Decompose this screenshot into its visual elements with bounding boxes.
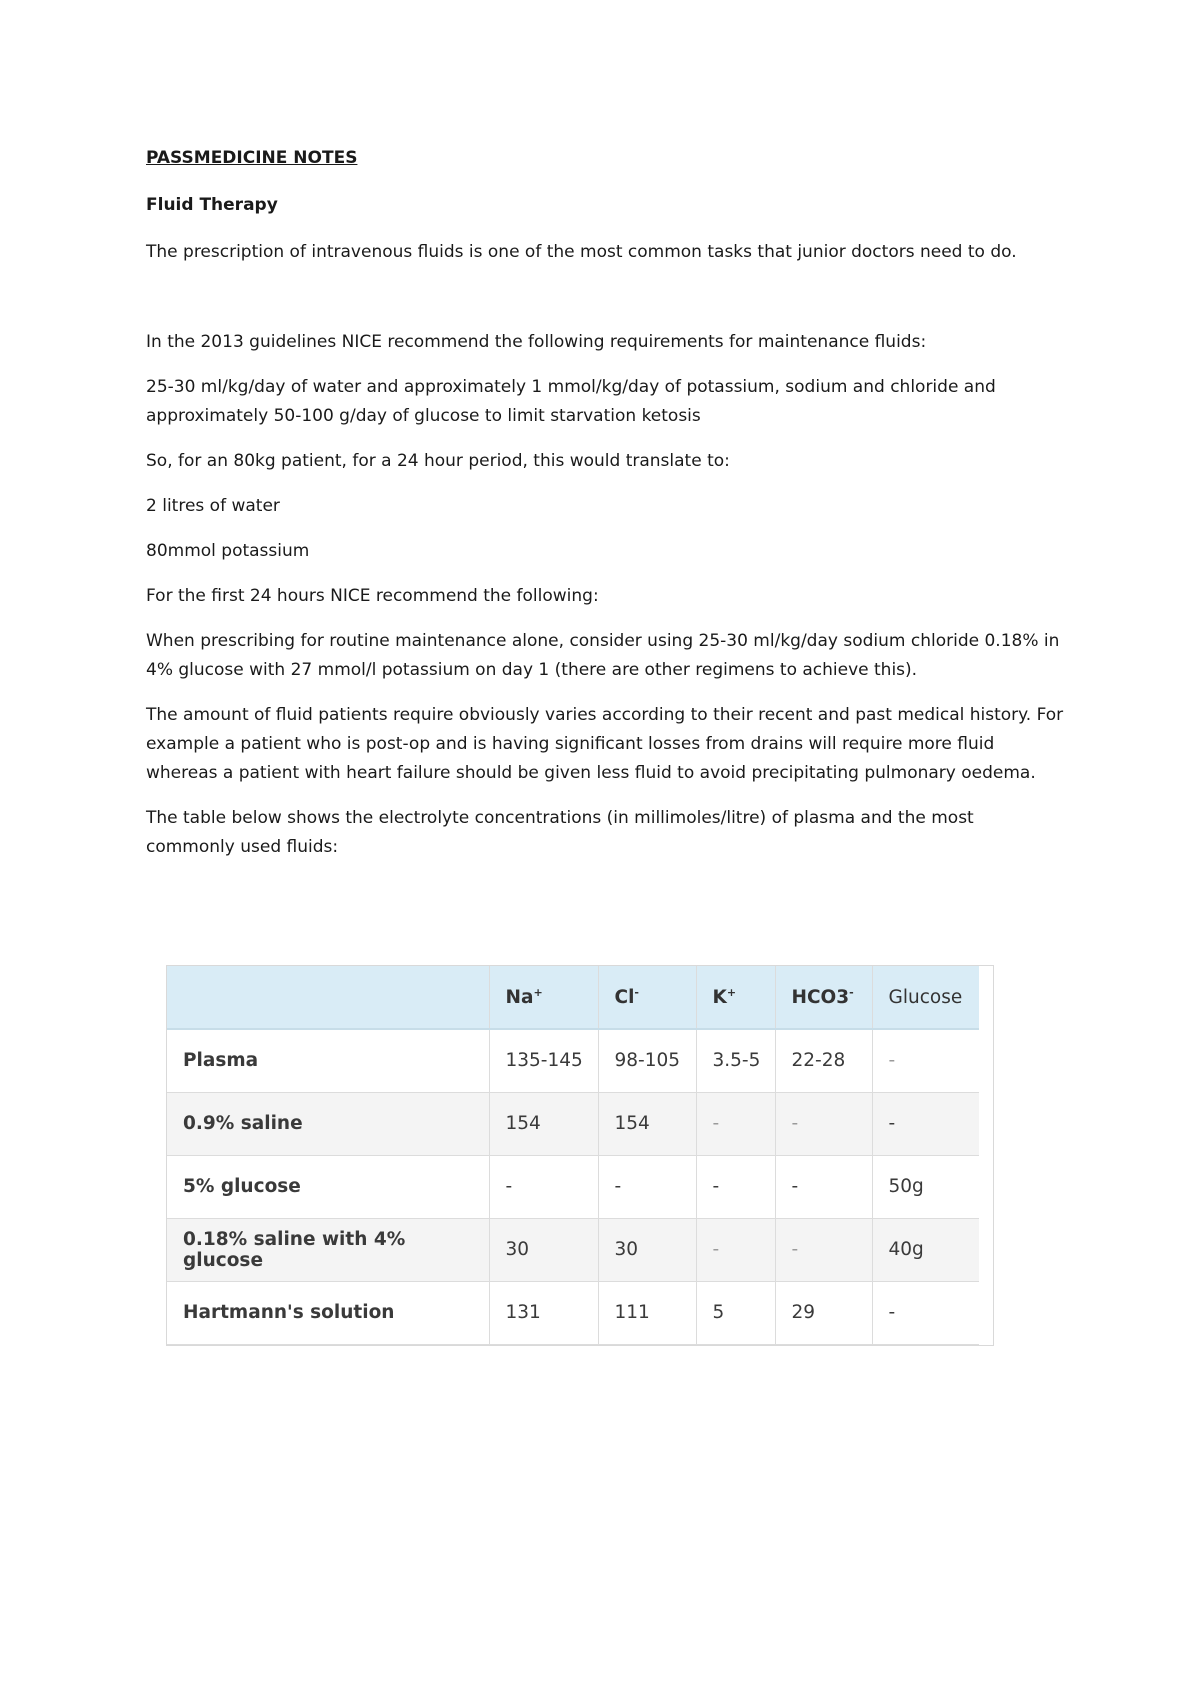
section-heading: Fluid Therapy [146,195,278,215]
electrolyte-table [167,966,979,1345]
cell-hco3: - [775,1218,872,1281]
paragraph: The amount of fluid patients require obviously varies according to their recent and past medical history. For example a patient who is post-op and is having significant losses from drains will require more fluid whereas a patient with heart failure should be given less fluid to avoid precipitating pulmonary oedema. [146,705,1064,783]
header-blank [167,966,489,1029]
table-row [167,1092,979,1155]
cell-glucose: 40g [888,1239,924,1260]
table-header-row [167,966,979,1029]
cell-k: 5 [696,1281,775,1344]
header-sodium: Na+ [489,966,598,1029]
cell-na: 135-145 [489,1029,598,1092]
cell-na: - [489,1155,598,1218]
cell-cl: 30 [598,1218,696,1281]
cell-cl: - [598,1155,696,1218]
cell-cl: 111 [598,1281,696,1344]
header-potassium: K+ [696,966,775,1029]
cell-cl: 98-105 [598,1029,696,1092]
cell-cl: 154 [598,1092,696,1155]
cell-hco3: - [775,1092,872,1155]
header-glucose: Glucose [872,966,979,1029]
document-title: PASSMEDICINE NOTES [146,148,358,168]
row-label: Plasma [167,1029,489,1092]
row-label: 5% glucose [167,1155,489,1218]
table-row [167,1155,979,1218]
paragraph: 25-30 ml/kg/day of water and approximately 1 mmol/kg/day of potassium, sodium and chloride and approximately 50-100 g/day of glucose to limit starvation ketosis [146,377,996,426]
cell-na: 30 [489,1218,598,1281]
cell-k: - [696,1155,775,1218]
cell-na: 154 [489,1092,598,1155]
row-label: Hartmann's solution [167,1281,489,1344]
cell-hco3: - [775,1155,872,1218]
paragraph: So, for an 80kg patient, for a 24 hour period, this would translate to: [146,451,730,471]
cell-hco3: 29 [775,1281,872,1344]
cell-hco3: 22-28 [775,1029,872,1092]
cell-glucose: 50g [888,1176,924,1197]
header-chloride: Cl- [598,966,696,1029]
row-label: 0.18% saline with 4% glucose [167,1218,489,1281]
cell-k: - [696,1218,775,1281]
cell-k: 3.5-5 [696,1029,775,1092]
header-bicarbonate: HCO3- [775,966,872,1029]
cell-glucose: - [888,1050,896,1072]
paragraph: 80mmol potassium [146,541,310,561]
cell-na: 131 [489,1281,598,1344]
row-label: 0.9% saline [167,1092,489,1155]
paragraph: When prescribing for routine maintenance alone, consider using 25-30 ml/kg/day sodium chloride 0.18% in 4% glucose with 27 mmol/l potassium on day 1 (there are other regimens to achieve this). [146,631,1060,680]
document-body [146,146,1066,878]
electrolyte-table-container [166,965,994,1346]
paragraph: In the 2013 guidelines NICE recommend the following requirements for maintenance fluids: [146,332,927,352]
table-row [167,1029,979,1092]
cell-k: - [696,1092,775,1155]
table-row [167,1218,979,1281]
paragraph: The table below shows the electrolyte concentrations (in millimoles/litre) of plasma and the most commonly used fluids: [146,808,974,857]
paragraph: The prescription of intravenous fluids is one of the most common tasks that junior doctors need to do. [146,242,1017,262]
paragraph: For the first 24 hours NICE recommend the following: [146,586,599,606]
table-row [167,1281,979,1344]
cell-glucose: - [888,1302,896,1323]
cell-glucose: - [888,1113,896,1134]
paragraph: 2 litres of water [146,496,280,516]
